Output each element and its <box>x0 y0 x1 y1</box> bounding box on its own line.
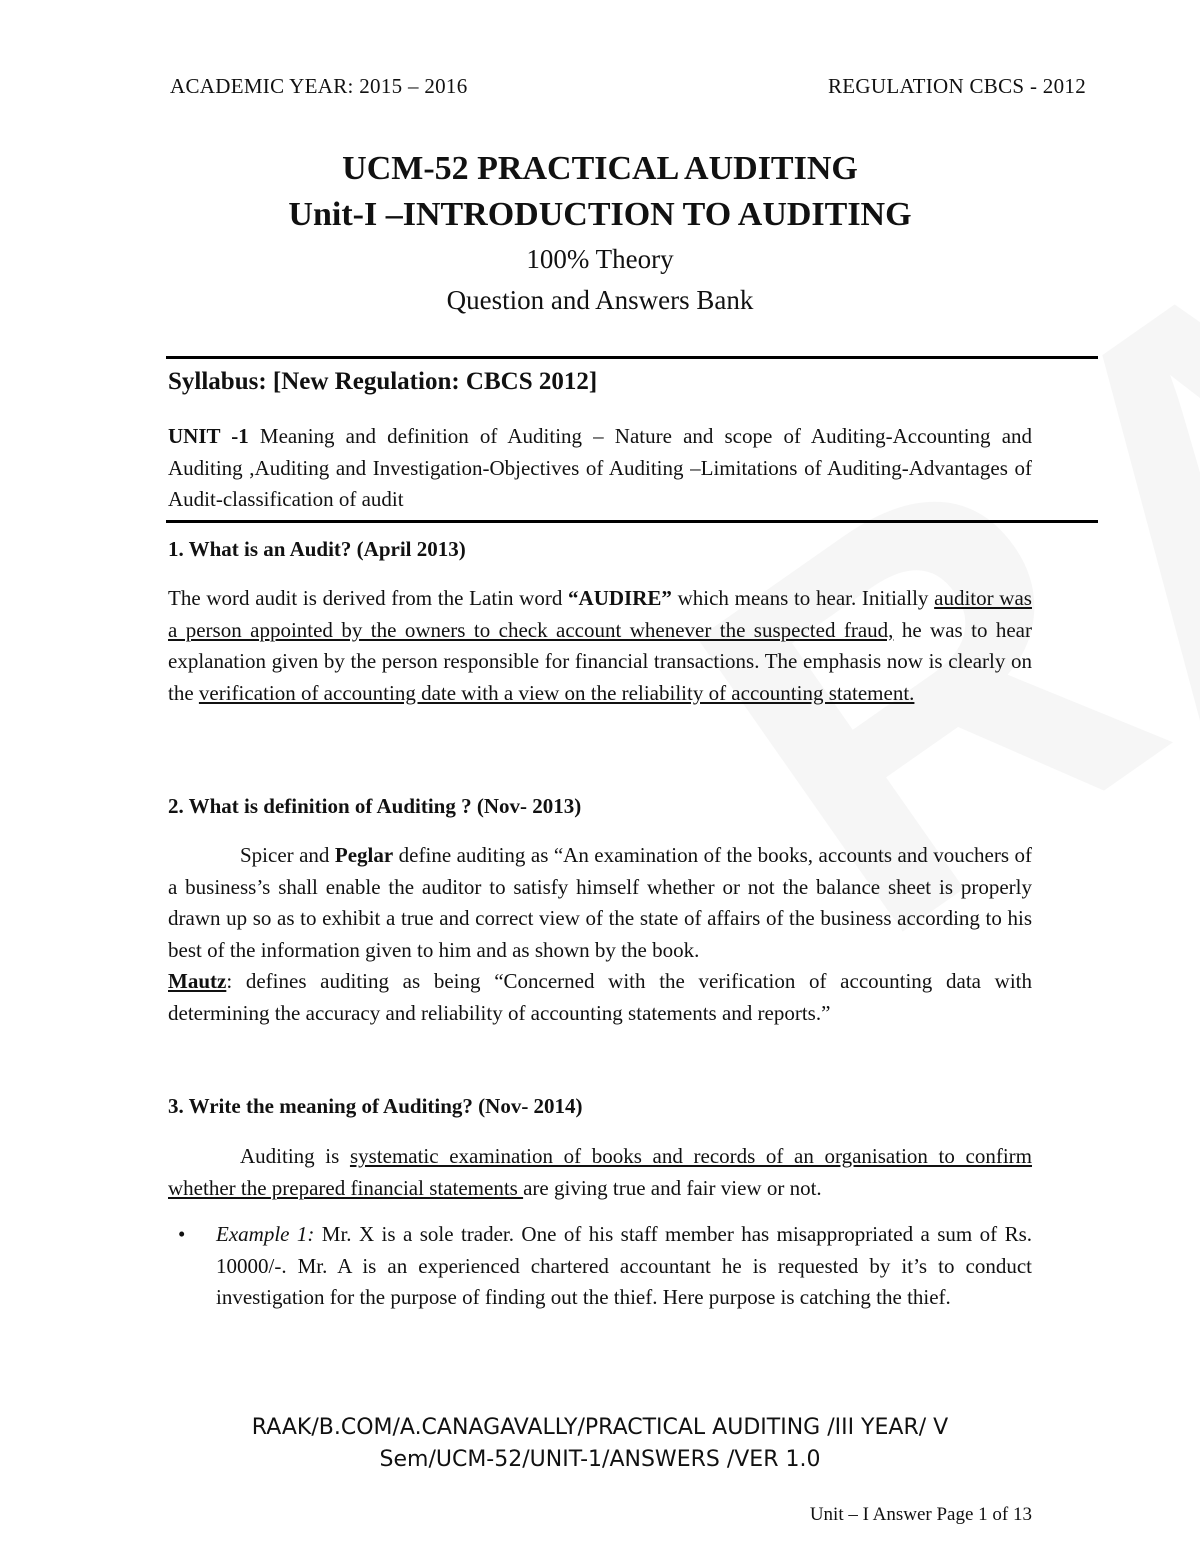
header-academic-year: ACADEMIC YEAR: 2015 – 2016 <box>170 74 468 98</box>
unit-title: Unit-I –INTRODUCTION TO AUDITING <box>288 196 912 233</box>
answer-1-part: he was to hear explanation given by the person responsible for financial transactions. The emphasis now is clearly on the <box>168 617 1032 705</box>
example-label: Example 1: <box>216 1222 315 1246</box>
footer-line-2: Sem/UCM-52/UNIT-1/ANSWERS /VER 1.0 <box>379 1447 821 1472</box>
document-title: UCM-52 PRACTICAL AUDITING <box>342 150 858 187</box>
footer-line-1: RAAK/B.COM/A.CANAGAVALLY/PRACTICAL AUDITING /III YEAR/ V <box>251 1415 949 1440</box>
answer-2-part: define auditing as “An examination of the books, accounts and vouchers of a business’s shall enable the auditor to satisfy himself whether or not the balance sheet is properly drawn up so as to exhibit a true and correct view of the state of affairs of the business according to his best of the information given to him and as shown by the book. <box>168 843 1032 962</box>
question-3-heading: 3. Write the meaning of Auditing? (Nov- 2014) <box>168 1094 583 1118</box>
answer-1 <box>168 583 1032 709</box>
theory-label: 100% Theory <box>526 244 674 274</box>
page-number: Unit – I Answer Page 1 of 13 <box>809 1504 1032 1525</box>
audire-word: “AUDIRE” <box>568 586 672 610</box>
question-1-heading: 1. What is an Audit? (April 2013) <box>168 537 466 561</box>
answer-3 <box>168 1141 1032 1204</box>
syllabus-heading: Syllabus: [New Regulation: CBCS 2012] <box>168 368 598 395</box>
answer-3-part: Auditing is <box>240 1144 350 1168</box>
header-regulation: REGULATION CBCS - 2012 <box>827 74 1086 98</box>
bank-label: Question and Answers Bank <box>446 285 754 315</box>
syllabus-rule <box>166 520 1098 523</box>
answer-1-underlined: auditor was a person appointed by the owners to check account whenever the suspected fraud, <box>168 586 1032 642</box>
example-bullet <box>168 1219 1032 1314</box>
answer-1-part: The word audit is derived from the Latin word <box>168 586 569 610</box>
answer-3-part: are giving true and fair view or not. <box>523 1175 822 1200</box>
syllabus-text <box>168 421 1032 516</box>
unit-label: UNIT -1 <box>168 424 249 448</box>
unit-text: Meaning and definition of Auditing – Nature and scope of Auditing-Accounting and Auditing ,Auditing and Investigation-Objectives of Auditing –Limitations of Auditing-Advantages of Audit-classification of audit <box>168 424 1033 511</box>
answer-3-underlined: systematic examination of books and records of an organisation to confirm whether the prepared financial statements <box>168 1144 1032 1200</box>
answer-2 <box>168 840 1032 1029</box>
question-2-heading: 2. What is definition of Auditing ? (Nov- 2013) <box>168 794 582 818</box>
answer-1-part: which means to hear. Initially <box>671 586 935 610</box>
answer-2-part: : defines auditing as being “Concerned with the verification of accounting data with determining the accuracy and reliability of accounting statements and reports.” <box>168 969 1032 1025</box>
answer-1-underlined: verification of accounting date with a view on the reliability of accounting statement. <box>198 680 915 705</box>
bullet-marker: • <box>178 1222 186 1246</box>
top-rule <box>166 356 1098 359</box>
peglar-name: Peglar <box>334 843 394 867</box>
answer-2-part: Spicer and <box>240 843 335 867</box>
example-text: Mr. X is a sole trader. One of his staff member has misappropriated a sum of Rs. 10000/-. Mr. A is an experienced chartered accountant he is requested by it’s to conduct investigation for the purpose of finding out the thief. Here purpose is catching the thief. <box>216 1222 1033 1309</box>
mautz-name: Mautz <box>168 969 227 993</box>
